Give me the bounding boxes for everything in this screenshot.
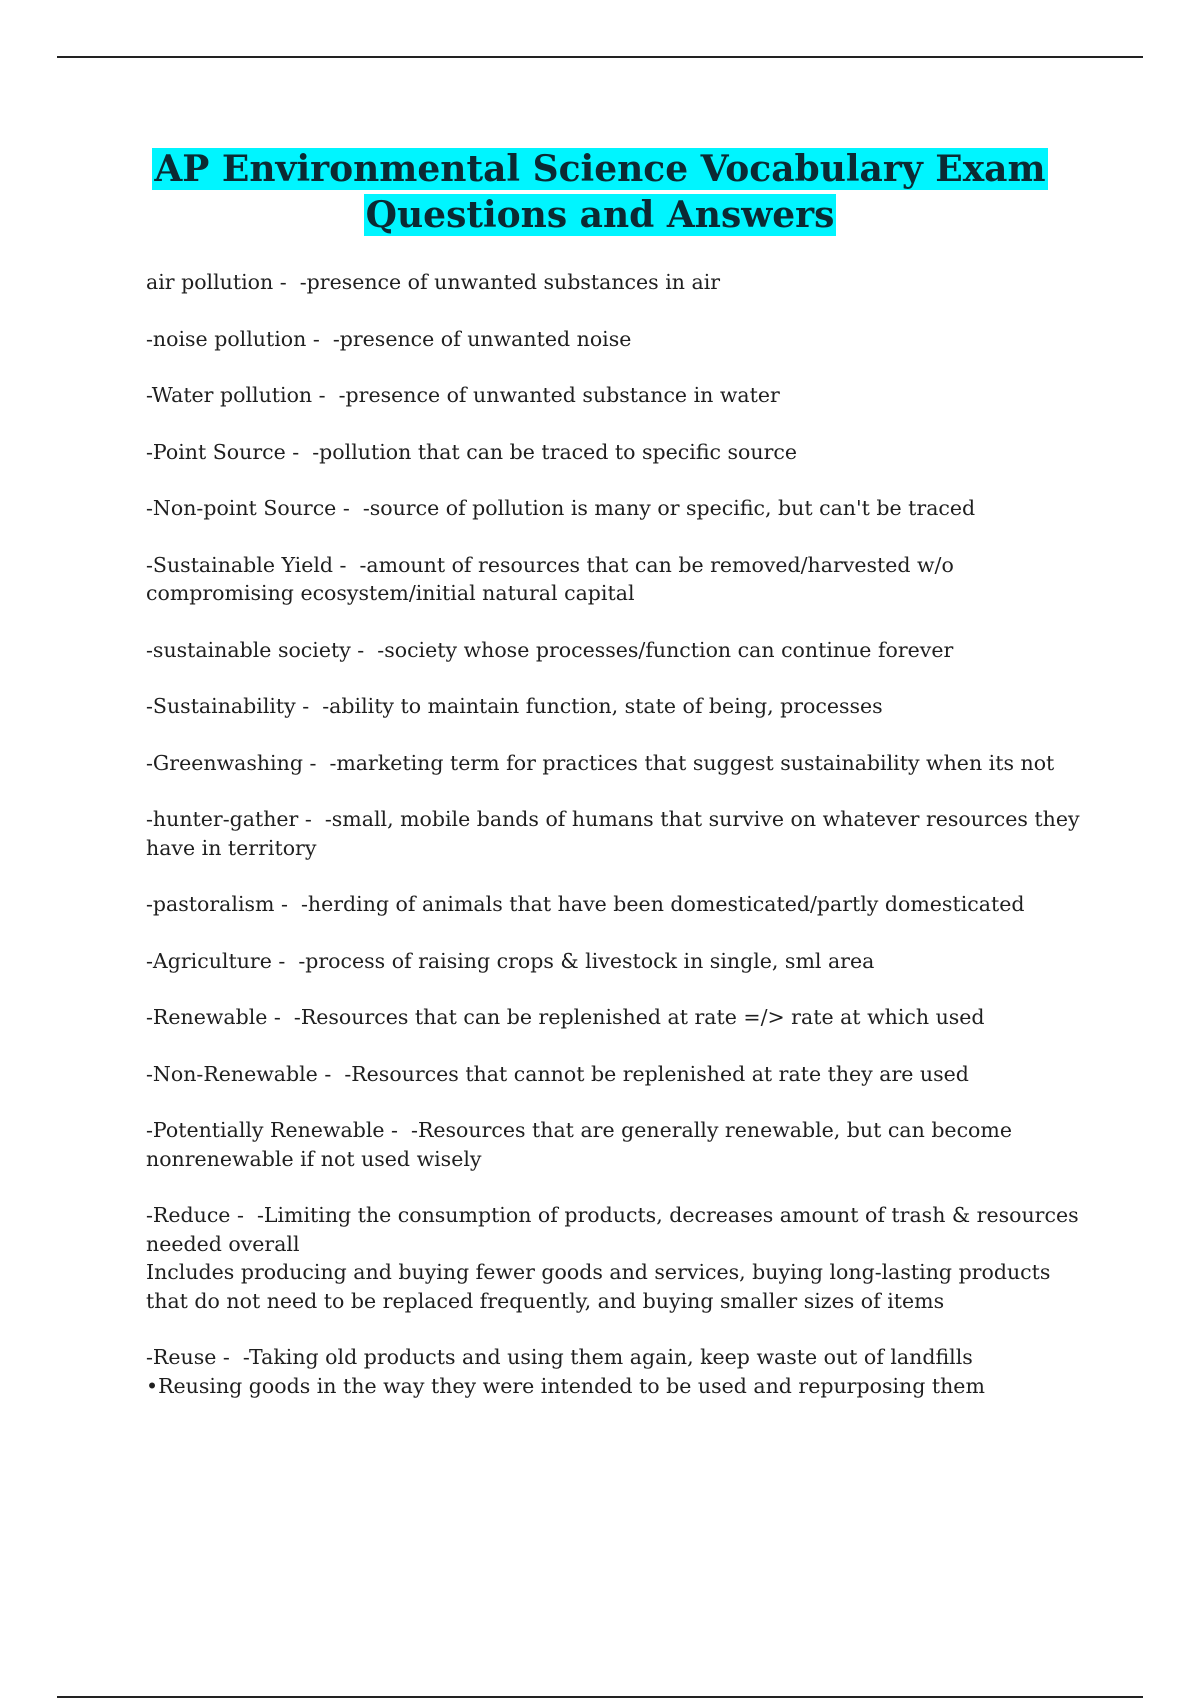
vocab-term: -Potentially Renewable - bbox=[146, 1118, 398, 1142]
vocab-continuation: •Reusing goods in the way they were intended to be used and repurposing them bbox=[146, 1373, 985, 1398]
vocab-definition: -presence of unwanted noise bbox=[332, 326, 632, 351]
vocab-definition: -Resources that are generally renewable, but can become nonrenewable if not used wisely bbox=[146, 1118, 1012, 1171]
vocab-term: -Renewable - bbox=[146, 1005, 281, 1029]
vocab-definition: -pollution that can be traced to specific source bbox=[312, 439, 797, 464]
vocab-entry bbox=[146, 551, 1086, 608]
vocab-term: air pollution - bbox=[146, 270, 287, 294]
top-rule bbox=[57, 56, 1143, 58]
vocab-definition: -small, mobile bands of humans that survive on whatever resources they have in territory bbox=[146, 807, 1080, 860]
vocab-term: -hunter-gather - bbox=[146, 807, 312, 831]
vocab-entry bbox=[146, 1201, 1086, 1315]
vocab-term: -Water pollution - bbox=[146, 383, 326, 407]
vocab-entry bbox=[146, 1003, 1086, 1032]
vocab-entry bbox=[146, 494, 1086, 523]
vocab-entry bbox=[146, 325, 1086, 354]
vocab-term: -Reduce - bbox=[146, 1203, 244, 1227]
vocab-term: -Point Source - bbox=[146, 439, 300, 464]
vocab-definition: -ability to maintain function, state of being, processes bbox=[322, 694, 883, 718]
vocab-definition: -process of raising crops & livestock in single, sml area bbox=[298, 948, 875, 973]
vocab-term: -Non-Renewable - bbox=[146, 1061, 332, 1086]
vocab-entry bbox=[146, 1060, 1086, 1089]
vocab-term: -noise pollution - bbox=[146, 326, 320, 351]
vocab-entry bbox=[146, 692, 1086, 721]
vocab-definition: -Limiting the consumption of products, decreases amount of trash & resources needed overall bbox=[146, 1203, 1079, 1256]
bottom-rule bbox=[57, 1696, 1143, 1698]
vocab-entry bbox=[146, 268, 1086, 297]
vocab-term: -Non-point Source - bbox=[146, 496, 350, 520]
vocab-continuation: Includes producing and buying fewer goods and services, buying long-lasting products that do not need to be replaced frequently, and buying smaller sizes of items bbox=[146, 1260, 1051, 1313]
vocab-entry bbox=[146, 947, 1086, 976]
vocab-entry bbox=[146, 749, 1086, 778]
vocab-entry bbox=[146, 381, 1086, 410]
vocab-entry bbox=[146, 636, 1086, 665]
vocab-definition: -source of pollution is many or specific, but can't be traced bbox=[362, 496, 976, 520]
vocabulary-list bbox=[146, 268, 1086, 1428]
vocab-term: -Sustainability - bbox=[146, 694, 310, 718]
vocab-entry bbox=[146, 805, 1086, 862]
vocab-term: -Agriculture - bbox=[146, 948, 286, 973]
vocab-definition: -society whose processes/function can continue forever bbox=[377, 637, 954, 662]
vocab-term: -sustainable society - bbox=[146, 637, 365, 662]
vocab-term: -Reuse - bbox=[146, 1345, 230, 1369]
page-title bbox=[0, 146, 1200, 238]
vocab-entry bbox=[146, 1116, 1086, 1173]
vocab-term: -pastoralism - bbox=[146, 892, 288, 916]
vocab-entry bbox=[146, 438, 1086, 467]
vocab-definition: -Resources that can be replenished at rate =/> rate at which used bbox=[293, 1005, 985, 1029]
vocab-definition: -presence of unwanted substances in air bbox=[299, 270, 721, 294]
vocab-definition: -Resources that cannot be replenished at rate they are used bbox=[344, 1061, 969, 1086]
vocab-definition: -Taking old products and using them again, keep waste out of landfills bbox=[242, 1345, 973, 1369]
vocab-definition: -herding of animals that have been domesticated/partly domesticated bbox=[300, 892, 1025, 916]
vocab-definition: -presence of unwanted substance in water bbox=[338, 383, 780, 407]
vocab-entry bbox=[146, 890, 1086, 919]
vocab-entry bbox=[146, 1343, 1086, 1400]
vocab-term: -Greenwashing - bbox=[146, 750, 317, 775]
title-line-2: Questions and Answers bbox=[365, 194, 835, 236]
vocab-term: -Sustainable Yield - bbox=[146, 552, 347, 577]
title-line-1: AP Environmental Science Vocabulary Exam bbox=[154, 148, 1046, 190]
vocab-definition: -amount of resources that can be removed/harvested w/o compromising ecosystem/initial natural capital bbox=[146, 552, 954, 605]
vocab-definition: -marketing term for practices that suggest sustainability when its not bbox=[329, 750, 1055, 775]
